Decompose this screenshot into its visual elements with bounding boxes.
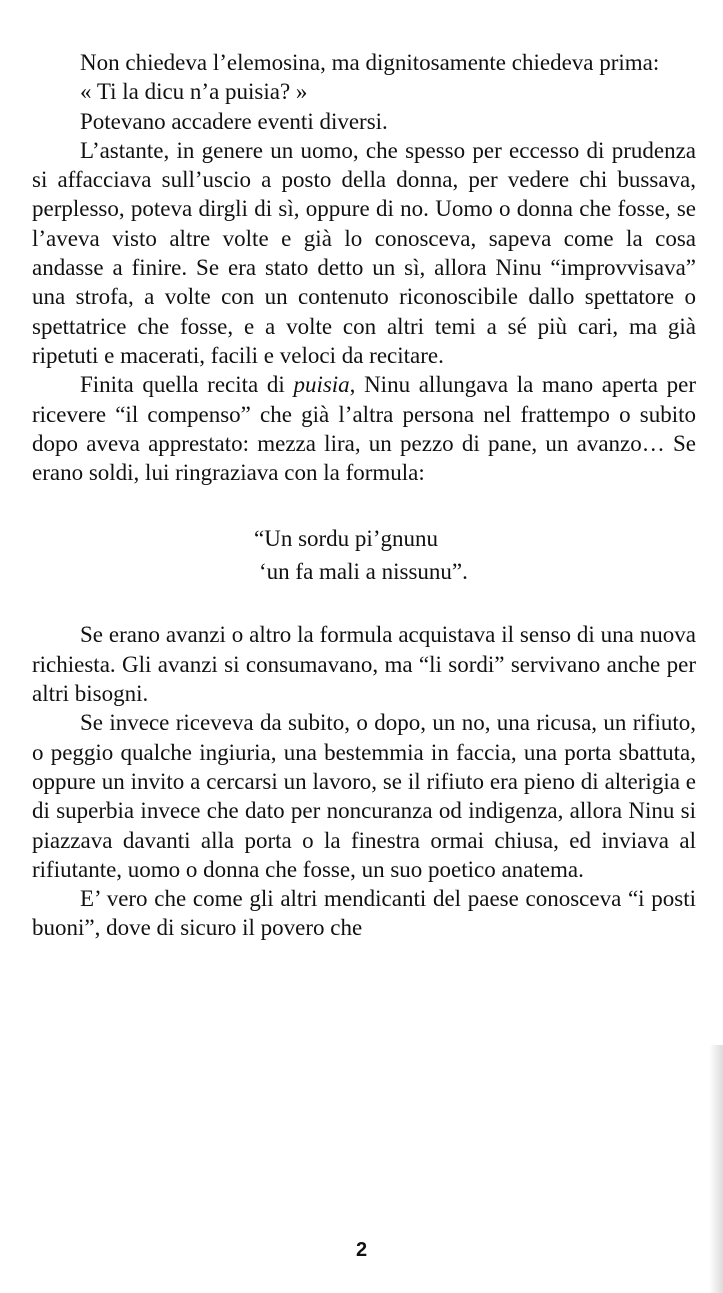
poem-line-2: ‘un fa mali a nissunu”. <box>259 559 468 585</box>
paragraph-question: « Ti la dicu n’a puisia? » <box>80 79 308 105</box>
paragraph-intro: Non chiedeva l’elemosina, ma dignitosamente chiedeva prima: <box>80 50 660 75</box>
recital-text-start: Finita quella recita di <box>80 372 294 398</box>
paragraph-events: Potevano accadere eventi diversi. <box>80 108 388 134</box>
paragraph-refusal: Se invece riceveva da subito, o dopo, un no, una ricusa, un rifiuto, o peggio qualche ingiuria, una bestemmia in faccia, una porta sbattuta, oppure un invito a cercarsi un lavoro, se il rifiuto era pieno di alterigia e di superbia invece che dato per noncuranza od indigenza, allora Ninu si piazzava davanti alla porta o la finestra ormai chiusa, ed inviava al rifiutante, uomo o donna che fosse, un suo poetico anatema. <box>32 710 696 882</box>
page-body <box>32 48 696 943</box>
recital-text-end: , Ninu allungava la mano aperta per ricevere “il compenso” che già l’altra persona nel frattempo o subito dopo aveva apprestato: mezza lira, un pezzo di pane, un avanzo… Se erano soldi, lui ringraziava con la formula: <box>32 372 696 486</box>
paragraph-recital <box>32 370 696 487</box>
page-number: 2 <box>355 1239 368 1261</box>
recital-italic-word: puisia <box>293 372 350 398</box>
paragraph-bystander: L’astante, in genere un uomo, che spesso per eccesso di prudenza si affacciava sull’uscio a posto della donna, per vedere chi bussava, perplesso, poteva dirgli di sì, oppure di no. Uomo o donna che fosse, se l’aveva visto altre volte e già lo conosceva, sapeva come la cosa andasse a finire. Se era stato detto un sì, allora Ninu “improvvisava” una strofa, a volte con un contenuto riconoscibile dallo spettatore o spettatrice che fosse, e a volte con altri temi a sé più cari, ma già ripetuti e macerati, facili e veloci da recitare. <box>32 137 696 368</box>
paragraph-leftovers: Se erano avanzi o altro la formula acquistava il senso di una nuova richiesta. Gli avanzi si consumavano, ma “li sordi” servivano anche per altri bisogni. <box>32 622 696 707</box>
scan-edge-shadow <box>709 1045 723 1293</box>
poem-line-1: “Un sordu pi’gnunu <box>254 526 438 552</box>
poem-quote <box>32 522 696 588</box>
paragraph-good-places: E’ vero che come gli altri mendicanti del paese conosceva “i posti buoni”, dove di sicuro il povero che <box>32 886 696 941</box>
